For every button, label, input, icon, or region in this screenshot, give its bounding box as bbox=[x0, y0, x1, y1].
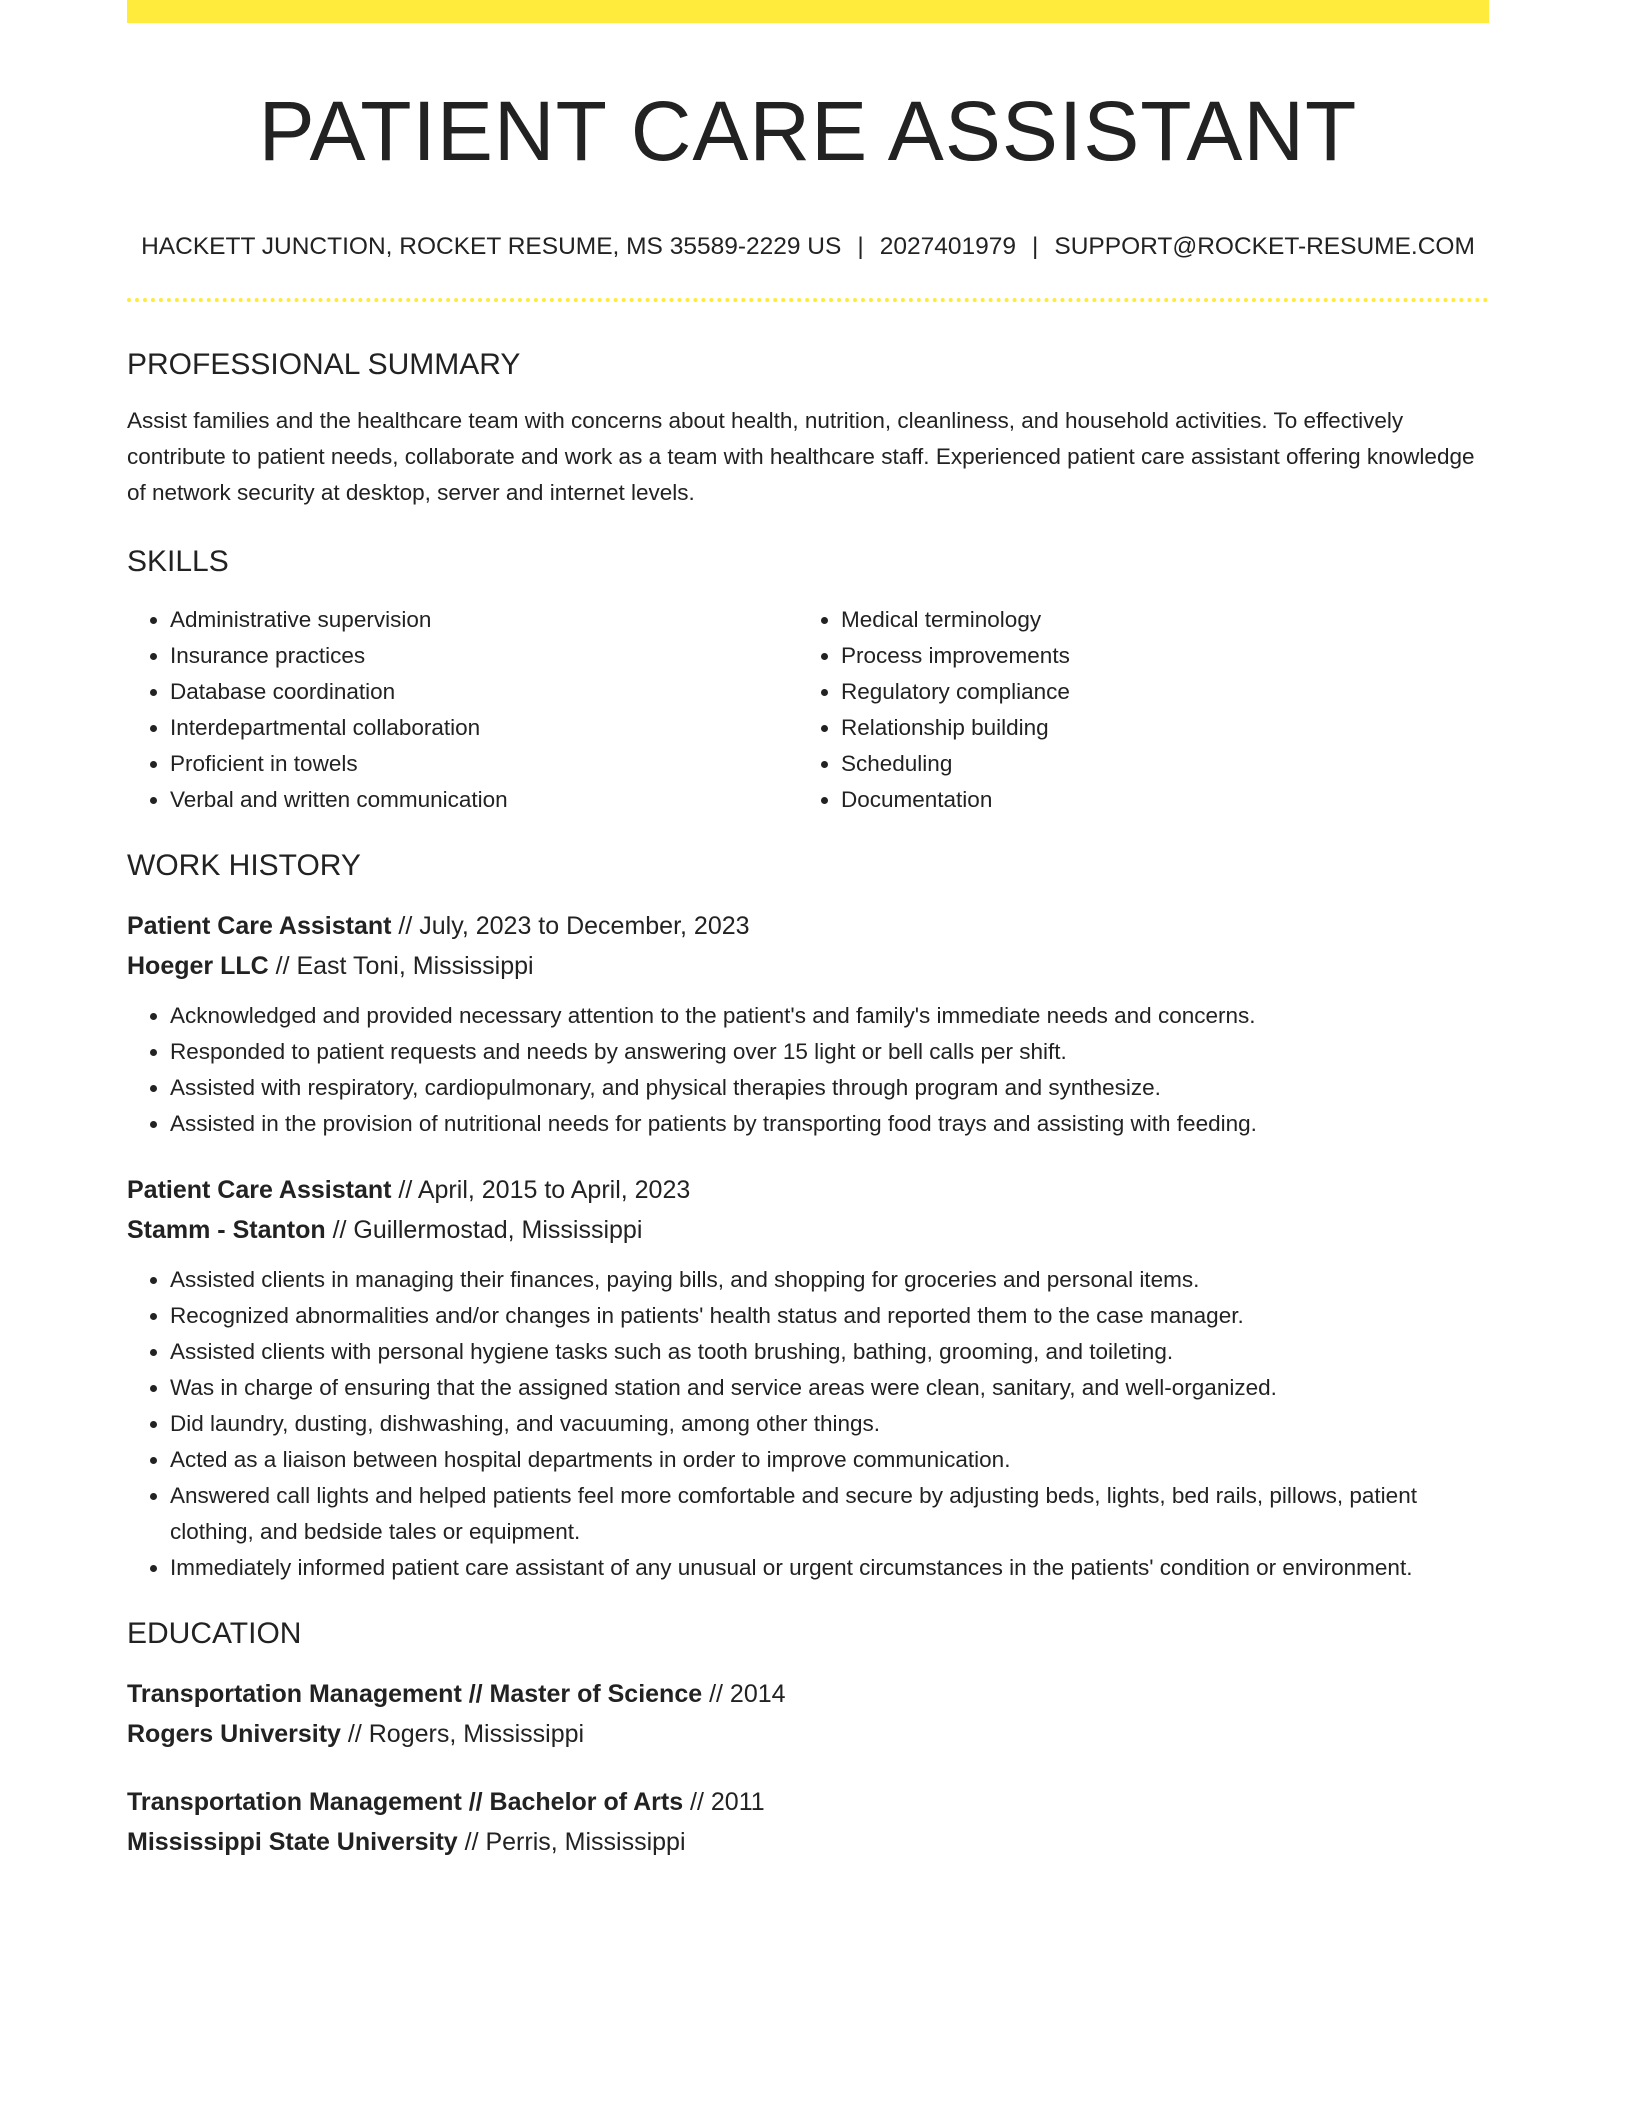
job-entry bbox=[127, 906, 1489, 1142]
job-bullet: • Acknowledged and provided necessary attention to the patient's and family's immediate needs and concerns. bbox=[170, 998, 1489, 1034]
education-school-line bbox=[127, 1822, 1489, 1862]
skills-column-left bbox=[127, 602, 798, 818]
education-degree-line bbox=[127, 1674, 1489, 1714]
education-entry bbox=[127, 1674, 1489, 1754]
skill-item: • Relationship building bbox=[841, 710, 1469, 746]
job-company: Stamm - Stanton bbox=[127, 1215, 326, 1244]
job-company: Hoeger LLC bbox=[127, 951, 269, 980]
education-heading: EDUCATION bbox=[127, 1616, 302, 1650]
skill-item: • Interdepartmental collaboration bbox=[170, 710, 798, 746]
skill-item: • Insurance practices bbox=[170, 638, 798, 674]
job-bullets bbox=[127, 998, 1489, 1142]
skill-item: • Administrative supervision bbox=[170, 602, 798, 638]
education-location: // Rogers, Mississippi bbox=[340, 1719, 585, 1748]
skills-column-right bbox=[798, 602, 1469, 818]
job-dates: // April, 2015 to April, 2023 bbox=[391, 1175, 691, 1204]
skill-item: • Scheduling bbox=[841, 746, 1469, 782]
education-school-line bbox=[127, 1714, 1489, 1754]
skill-item: • Database coordination bbox=[170, 674, 798, 710]
job-entry bbox=[127, 1170, 1489, 1586]
job-bullet: • Was in charge of ensuring that the assigned station and service areas were clean, sanitary, and well-organized. bbox=[170, 1370, 1489, 1406]
job-bullet: • Responded to patient requests and needs by answering over 15 light or bell calls per shift. bbox=[170, 1034, 1489, 1070]
skills-list bbox=[127, 602, 1489, 818]
resume-name: PATIENT CARE ASSISTANT bbox=[258, 84, 1358, 178]
skills-heading: SKILLS bbox=[127, 544, 229, 578]
contact-email[interactable]: SUPPORT@ROCKET-RESUME.COM bbox=[1054, 232, 1475, 260]
education-school: Mississippi State University bbox=[127, 1827, 458, 1856]
education-degree: Transportation Management // Master of Science bbox=[127, 1679, 703, 1708]
job-company-line bbox=[127, 946, 1489, 986]
education-degree: Transportation Management // Bachelor of Arts bbox=[127, 1787, 684, 1816]
contact-address: HACKETT JUNCTION, ROCKET RESUME, MS 35589-2229 US bbox=[141, 232, 842, 260]
resume-page bbox=[127, 0, 1489, 1862]
education-degree-line bbox=[127, 1782, 1489, 1822]
job-bullet: • Did laundry, dusting, dishwashing, and vacuuming, among other things. bbox=[170, 1406, 1489, 1442]
education-year: // 2011 bbox=[683, 1787, 765, 1816]
accent-top-bar bbox=[127, 0, 1489, 23]
dotted-divider bbox=[127, 298, 1489, 302]
job-bullet: • Answered call lights and helped patients feel more comfortable and secure by adjusting beds, lights, bed rails, pillows, patient clothing, and bedside tales or equipment. bbox=[170, 1478, 1489, 1550]
job-bullet: • Assisted with respiratory, cardiopulmonary, and physical therapies through program and synthesize. bbox=[170, 1070, 1489, 1106]
job-dates: // July, 2023 to December, 2023 bbox=[391, 911, 750, 940]
contact-phone[interactable]: 2027401979 bbox=[879, 232, 1016, 260]
skill-item: • Verbal and written communication bbox=[170, 782, 798, 818]
contact-line bbox=[127, 232, 1489, 261]
summary-text: Assist families and the healthcare team with concerns about health, nutrition, cleanliness, and household activities. To effectively contribute to patient needs, collaborate and work as a team with healthcare staff. Experienced patient care assistant offering knowledge of network security at desktop, server and internet levels. bbox=[127, 407, 1475, 505]
education-school: Rogers University bbox=[127, 1719, 341, 1748]
work-history-heading: WORK HISTORY bbox=[127, 848, 361, 882]
job-bullet: • Assisted clients in managing their finances, paying bills, and shopping for groceries and personal items. bbox=[170, 1262, 1489, 1298]
job-bullets bbox=[127, 1262, 1489, 1586]
job-bullet: • Assisted clients with personal hygiene tasks such as tooth brushing, bathing, grooming, and toileting. bbox=[170, 1334, 1489, 1370]
education-entry bbox=[127, 1782, 1489, 1862]
summary-heading: PROFESSIONAL SUMMARY bbox=[127, 347, 521, 381]
skill-item: • Medical terminology bbox=[841, 602, 1469, 638]
job-title-line bbox=[127, 1170, 1489, 1210]
education-year: // 2014 bbox=[702, 1679, 786, 1708]
job-location: // East Toni, Mississippi bbox=[268, 951, 534, 980]
job-role: Patient Care Assistant bbox=[127, 911, 392, 940]
job-bullet: • Immediately informed patient care assistant of any unusual or urgent circumstances in the patients' condition or environment. bbox=[170, 1550, 1489, 1586]
job-company-line bbox=[127, 1210, 1489, 1250]
contact-separator: | bbox=[857, 232, 864, 260]
job-bullet: • Recognized abnormalities and/or changes in patients' health status and reported them to the case manager. bbox=[170, 1298, 1489, 1334]
job-role: Patient Care Assistant bbox=[127, 1175, 392, 1204]
job-location: // Guillermostad, Mississippi bbox=[325, 1215, 643, 1244]
job-bullet: • Assisted in the provision of nutritional needs for patients by transporting food trays and assisting with feeding. bbox=[170, 1106, 1489, 1142]
job-title-line bbox=[127, 906, 1489, 946]
contact-separator: | bbox=[1031, 232, 1039, 260]
education-location: // Perris, Mississippi bbox=[457, 1827, 686, 1856]
skill-item: • Proficient in towels bbox=[170, 746, 798, 782]
skill-item: • Process improvements bbox=[841, 638, 1469, 674]
job-bullet: • Acted as a liaison between hospital departments in order to improve communication. bbox=[170, 1442, 1489, 1478]
skill-item: • Regulatory compliance bbox=[841, 674, 1469, 710]
skill-item: • Documentation bbox=[841, 782, 1469, 818]
